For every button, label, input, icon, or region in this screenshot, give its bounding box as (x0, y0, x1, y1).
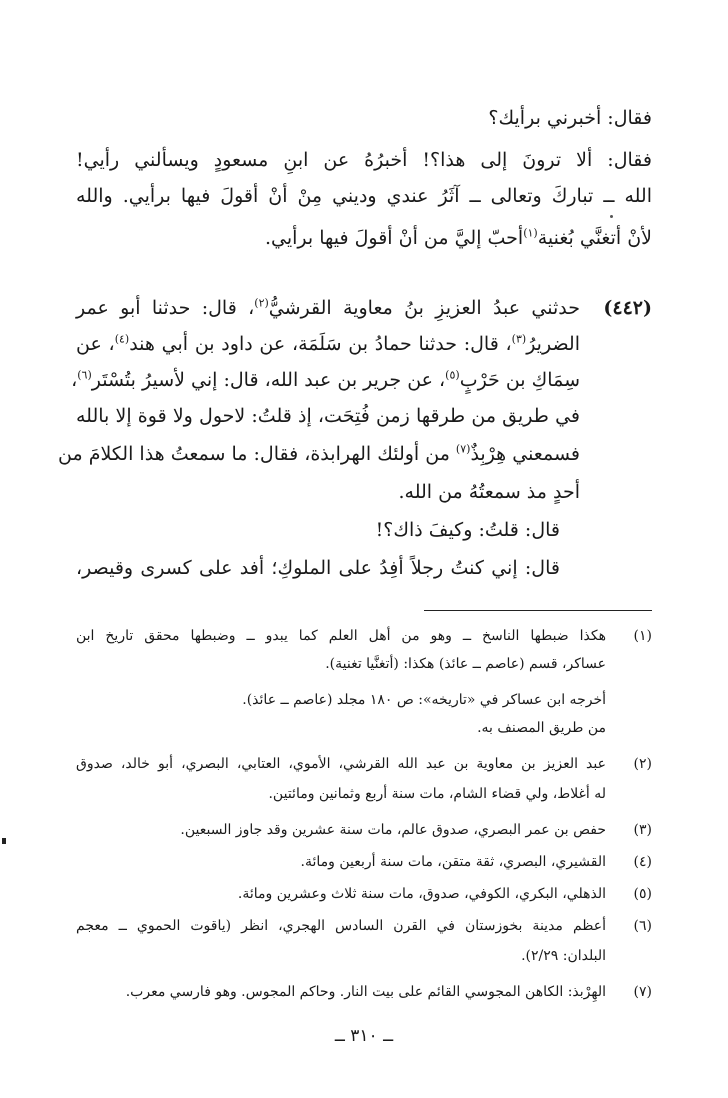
scan-mark (2, 838, 6, 844)
page-number: ــ ٣١٠ ــ (334, 1026, 394, 1046)
footnote-line: القشيري، البصري، ثقة متقن، مات سنة أربعين ومائة. (300, 854, 606, 870)
footnote-line: أخرجه ابن عساكر في «تاريخه»: ص ١٨٠ مجلد (عاصم ــ عائذ). (242, 692, 606, 708)
footnote-number: (٤) (633, 854, 652, 870)
entry-line: فسمعني هِرْبِذٌ$^{(٧)}$ من أولئك الهرابذة، فقال: ما سمعتُ هذا الكلامَ من (58, 442, 580, 465)
entry-line: قال: إني كنتُ رجلاً أفِدُ على الملوكِ؛ أفد على كسرى وقيصر، (76, 557, 560, 579)
footnote-line: البلدان: ٢/٢٩). (521, 948, 606, 964)
footnote-line: الهِرْبذ: الكاهن المجوسي القائم على بيت النار. وحاكم المجوس. وهو فارسي معرب. (125, 984, 606, 1000)
footnote-ref[interactable]: (٥) (445, 368, 460, 382)
footnote-line: حفص بن عمر البصري، صدوق عالم، مات سنة عشرين وقد جاوز السبعين. (180, 822, 606, 838)
footnote-line: عساكر، قسم (عاصم ــ عائذ) هكذا: (أتغنَّيا تغنية). (325, 656, 606, 672)
footnote-line: له أغلاط، ولي قضاء الشام، مات سنة أربع وثمانين ومائتين. (268, 786, 606, 802)
entry-line: الضريرُ$^{(٣)}$، قال: حدثنا حمادُ بن سَلَمَة، عن داود بن أبي هند$^{(٤)}$، عن (76, 332, 580, 355)
footnote-number: (٧) (633, 984, 652, 1000)
footnote-ref[interactable]: (٧) (455, 442, 471, 456)
footnote-number: (٦) (633, 918, 652, 934)
footnote-ref[interactable]: (١) (523, 226, 538, 240)
body-line: فقال: ألا ترونَ إلى هذا؟! أخبرُهُ عن ابنِ مسعودٍ ويسألني رأيي! (76, 149, 652, 171)
entry-line: حدثني عبدُ العزيزِ بنُ معاوية القرشيُّ$^{(٢)}$، قال: حدثنا أبو عمر (76, 296, 580, 319)
footnote-number: (٢) (633, 756, 652, 772)
footnote-ref[interactable]: (٦) (77, 368, 92, 382)
body-line: الله ــ تباركَ وتعالى ــ آثَرُ عندي وديني مِنْ أنْ أقولَ فيها برأيي. والله (76, 185, 652, 207)
footnote-ref[interactable]: (٢) (254, 296, 269, 310)
body-line: لأنْ أتغنَّي بُغنية$^{(١)}$أحبّ إليَّ من أنْ أقولَ فيها برأيي. (264, 226, 652, 249)
footnote-line: من طريق المصنف به. (477, 720, 606, 736)
entry-line: سِمَاكِ بن حَرْبٍ$^{(٥)}$، عن جرير بن عبد الله، قال: إني لأسيرُ بتُسْتَر$^{(٦)}$، (71, 368, 580, 391)
footnote-number: (١) (633, 628, 652, 644)
footnote-line: أعظم مدينة بخوزستان في القرن السادس الهجري، انظر (ياقوت الحموي ــ معجم (76, 918, 606, 934)
footnote-separator (424, 610, 652, 611)
scan-mark (610, 215, 613, 218)
body-line: فقال: أخبرني برأيك؟ (488, 107, 652, 129)
footnote-line: هكذا ضبطها الناسخ ــ وهو من أهل العلم كما يبدو ــ وضبطها محقق تاريخ ابن (76, 628, 606, 644)
footnote-number: (٣) (633, 822, 652, 838)
footnote-line: الذهلي، البكري، الكوفي، صدوق، مات سنة ثلاث وعشرين ومائة. (237, 886, 606, 902)
footnote-line: عبد العزيز بن معاوية بن عبد الله القرشي، الأموي، العتابي، البصري، أبو خالد، صدوق (76, 756, 606, 772)
footnote-number: (٥) (633, 886, 652, 902)
entry-line: أحدٍ مذ سمعتُهُ من الله. (398, 481, 580, 503)
footnote-ref[interactable]: (٣) (511, 332, 527, 346)
entry-line: في طريق من طرقها زمن فُتِحَت، إذ قلتُ: لاحول ولا قوة إلا بالله (76, 405, 580, 427)
footnote-ref[interactable]: (٤) (114, 332, 130, 346)
entry-line: قال: قلتُ: وكيفَ ذاك؟! (375, 519, 560, 541)
entry-number: (٤٤٢) (603, 297, 652, 319)
